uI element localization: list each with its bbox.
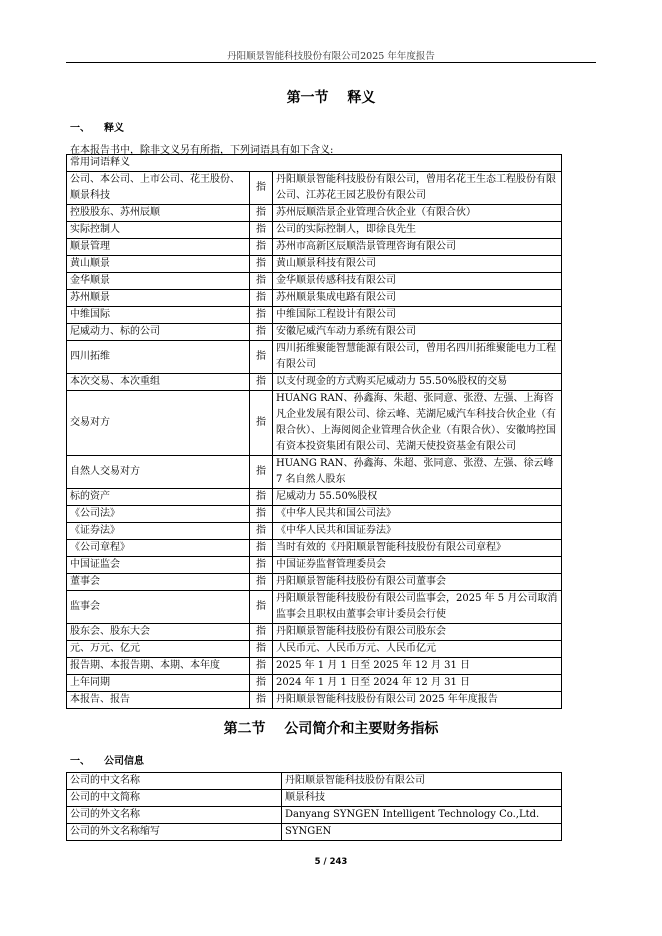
definition-cell: 丹阳顺景智能科技股份有限公司监事会，2025 年 5 月公司取消监事会且职权由董事会审计委员会行使 (273, 591, 562, 624)
term-cell: 公司、本公司、上市公司、花王股份、顺景科技 (67, 172, 250, 205)
term-cell: 交易对方 (67, 391, 250, 456)
definition-cell: 黄山顺景科技有限公司 (273, 256, 562, 273)
table-row (67, 290, 562, 307)
table-row (67, 523, 562, 540)
table-row (67, 239, 562, 256)
section-2-title: 第二节 公司简介和主要财务指标 (223, 721, 439, 737)
term-cell: 标的资产 (67, 489, 250, 506)
definition-cell: HUANG RAN、孙鑫海、朱超、张同意、张澄、左强、徐云峰 7 名自然人股东 (273, 456, 562, 489)
term-cell: 《证券法》 (67, 523, 250, 540)
section-2-subheading (70, 752, 144, 767)
info-value-cell: SYNGEN (282, 824, 562, 841)
table-row (67, 557, 562, 574)
definition-cell: 2024 年 1 月 1 日至 2024 年 12 月 31 日 (273, 675, 562, 692)
separator-cell: 指 (250, 205, 273, 222)
definition-cell: 丹阳顺景智能科技股份有限公司，曾用名花王生态工程股份有限公司、江苏花王园艺股份有限公司 (273, 172, 562, 205)
table-row (67, 591, 562, 624)
term-cell: 实际控制人 (67, 222, 250, 239)
table-row (67, 624, 562, 641)
table-row (67, 790, 562, 807)
table-row (67, 540, 562, 557)
definition-cell: 苏州辰顺浩景企业管理合伙企业（有限合伙） (273, 205, 562, 222)
separator-cell: 指 (250, 222, 273, 239)
separator-cell: 指 (250, 540, 273, 557)
term-cell: 《公司法》 (67, 506, 250, 523)
term-cell: 控股股东、苏州辰顺 (67, 205, 250, 222)
table-header-row (67, 155, 562, 172)
separator-cell: 指 (250, 658, 273, 675)
definition-cell: 《中华人民共和国证券法》 (273, 523, 562, 540)
table-row (67, 341, 562, 374)
table-row (67, 456, 562, 489)
term-cell: 自然人交易对方 (67, 456, 250, 489)
term-cell: 中维国际 (67, 307, 250, 324)
info-key-cell: 公司的外文名称缩写 (67, 824, 282, 841)
separator-cell: 指 (250, 456, 273, 489)
definition-cell: 当时有效的《丹阳顺景智能科技股份有限公司章程》 (273, 540, 562, 557)
subheading-number: 一、 (70, 756, 90, 767)
table-row (67, 773, 562, 790)
info-value-cell: 丹阳顺景智能科技股份有限公司 (282, 773, 562, 790)
term-cell: 金华顺景 (67, 273, 250, 290)
term-cell: 中国证监会 (67, 557, 250, 574)
table-row (67, 641, 562, 658)
separator-cell: 指 (250, 307, 273, 324)
separator-cell: 指 (250, 591, 273, 624)
subheading-title: 释义 (104, 123, 124, 134)
term-cell: 顺景管理 (67, 239, 250, 256)
table-row (67, 324, 562, 341)
separator-cell: 指 (250, 324, 273, 341)
definition-cell: 苏州顺景集成电路有限公司 (273, 290, 562, 307)
separator-cell: 指 (250, 641, 273, 658)
separator-cell: 指 (250, 574, 273, 591)
definition-cell: 公司的实际控制人，即徐良先生 (273, 222, 562, 239)
definitions-table (66, 154, 562, 709)
separator-cell: 指 (250, 273, 273, 290)
term-cell: 上年同期 (67, 675, 250, 692)
term-cell: 本报告、报告 (67, 692, 250, 709)
term-cell: 《公司章程》 (67, 540, 250, 557)
table-row (67, 675, 562, 692)
definitions-intro: 在本报告书中，除非文义另有所指，下列词语具有如下含义: (70, 145, 334, 156)
table-row (67, 374, 562, 391)
table-row (67, 506, 562, 523)
separator-cell: 指 (250, 256, 273, 273)
separator-cell: 指 (250, 239, 273, 256)
table-row (67, 256, 562, 273)
definition-cell: 安徽尼威汽车动力系统有限公司 (273, 324, 562, 341)
info-key-cell: 公司的外文名称 (67, 807, 282, 824)
separator-cell: 指 (250, 506, 273, 523)
separator-cell: 指 (250, 489, 273, 506)
definition-cell: 丹阳顺景智能科技股份有限公司董事会 (273, 574, 562, 591)
definition-cell: 金华顺景传感科技有限公司 (273, 273, 562, 290)
definition-cell: 中国证券监督管理委员会 (273, 557, 562, 574)
table-row (67, 205, 562, 222)
term-cell: 四川拓维 (67, 341, 250, 374)
section-1-subheading (70, 119, 124, 134)
separator-cell: 指 (250, 675, 273, 692)
separator-cell: 指 (250, 523, 273, 540)
header-rule (66, 62, 596, 63)
table-row (67, 172, 562, 205)
page-number: 5 / 243 (314, 857, 348, 867)
table-header-cell: 常用词语释义 (67, 155, 562, 172)
table-row (67, 807, 562, 824)
separator-cell: 指 (250, 391, 273, 456)
info-value-cell: 顺景科技 (282, 790, 562, 807)
subheading-number: 一、 (70, 123, 90, 134)
separator-cell: 指 (250, 557, 273, 574)
term-cell: 报告期、本报告期、本期、本年度 (67, 658, 250, 675)
term-cell: 董事会 (67, 574, 250, 591)
separator-cell: 指 (250, 692, 273, 709)
table-row (67, 273, 562, 290)
table-row (67, 222, 562, 239)
section-1-title: 第一节 释义 (286, 90, 376, 106)
term-cell: 股东会、股东大会 (67, 624, 250, 641)
info-key-cell: 公司的中文名称 (67, 773, 282, 790)
separator-cell: 指 (250, 290, 273, 307)
definition-cell: 尼威动力 55.50%股权 (273, 489, 562, 506)
definition-cell: 中维国际工程设计有限公司 (273, 307, 562, 324)
definition-cell: HUANG RAN、孙鑫海、朱超、张同意、张澄、左强、上海咨凡企业发展有限公司、徐云峰、芜湖尼威汽车科技合伙企业（有限合伙）、上海阅阅企业管理合伙企业（有限合伙）、安徽鸠控国有资本投资集团有限公司、芜湖天使投资基金有限公司 (273, 391, 562, 456)
definition-cell: 2025 年 1 月 1 日至 2025 年 12 月 31 日 (273, 658, 562, 675)
definition-cell: 《中华人民共和国公司法》 (273, 506, 562, 523)
separator-cell: 指 (250, 624, 273, 641)
info-value-cell: Danyang SYNGEN Intelligent Technology Co.,Ltd. (282, 807, 562, 824)
term-cell: 黄山顺景 (67, 256, 250, 273)
info-key-cell: 公司的中文简称 (67, 790, 282, 807)
definition-cell: 丹阳顺景智能科技股份有限公司股东会 (273, 624, 562, 641)
term-cell: 元、万元、亿元 (67, 641, 250, 658)
definition-cell: 人民币元、人民币万元、人民币亿元 (273, 641, 562, 658)
definition-cell: 丹阳顺景智能科技股份有限公司 2025 年年度报告 (273, 692, 562, 709)
table-row (67, 824, 562, 841)
definition-cell: 苏州市高新区辰顺浩景管理咨询有限公司 (273, 239, 562, 256)
table-row (67, 391, 562, 456)
term-cell: 本次交易、本次重组 (67, 374, 250, 391)
table-row (67, 489, 562, 506)
page-header: 丹阳顺景智能科技股份有限公司2025 年年度报告 (227, 51, 435, 62)
separator-cell: 指 (250, 374, 273, 391)
subheading-title: 公司信息 (104, 756, 144, 767)
definition-cell: 四川拓维聚能智慧能源有限公司，曾用名四川拓维聚能电力工程有限公司 (273, 341, 562, 374)
separator-cell: 指 (250, 341, 273, 374)
table-row (67, 574, 562, 591)
term-cell: 监事会 (67, 591, 250, 624)
table-row (67, 692, 562, 709)
definition-cell: 以支付现金的方式购买尼威动力 55.50%股权的交易 (273, 374, 562, 391)
separator-cell: 指 (250, 172, 273, 205)
table-row (67, 307, 562, 324)
term-cell: 苏州顺景 (67, 290, 250, 307)
company-info-table (66, 772, 562, 841)
table-row (67, 658, 562, 675)
term-cell: 尼威动力、标的公司 (67, 324, 250, 341)
